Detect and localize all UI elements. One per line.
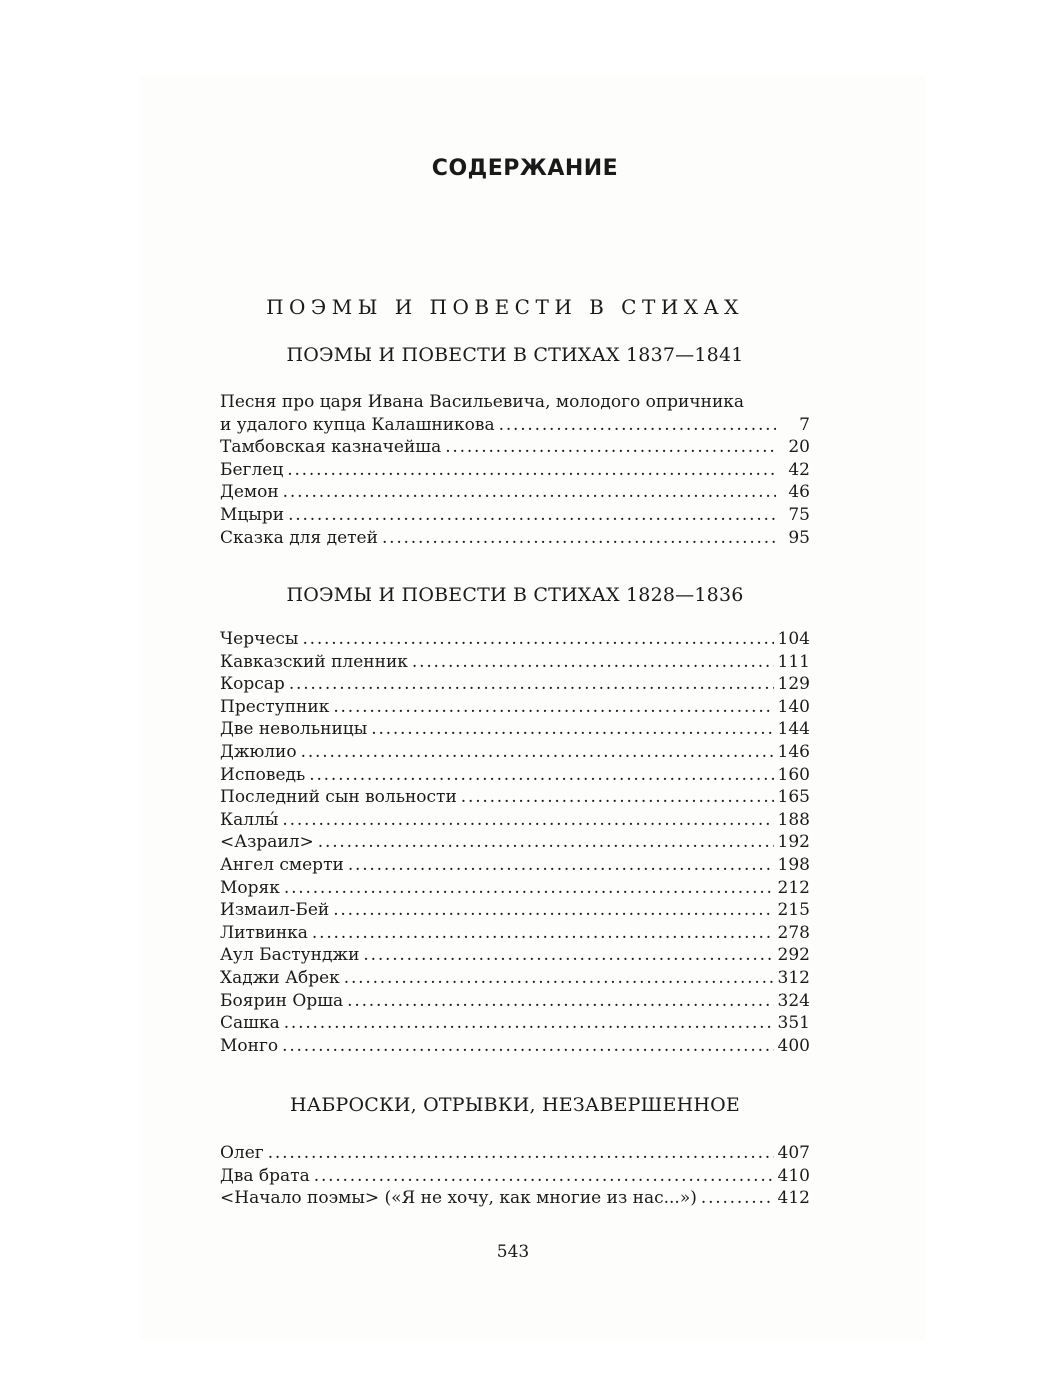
dot-leader: [287, 459, 776, 482]
toc-entry[interactable]: [220, 1165, 810, 1188]
toc-entry-title: Беглец: [220, 459, 284, 480]
dot-leader: [445, 436, 776, 459]
toc-entry[interactable]: [220, 459, 810, 482]
dot-leader: [283, 481, 776, 504]
section-heading-1828-1836: ПОЭМЫ И ПОВЕСТИ В СТИХАХ 1828—1836: [286, 584, 744, 606]
toc-entry-title: Кавказский пленник: [220, 651, 408, 672]
toc-entry-page: 192: [777, 832, 810, 853]
toc-entry[interactable]: [220, 967, 810, 990]
toc-entry[interactable]: [220, 741, 810, 764]
toc-entry-title: <Азраил>: [220, 832, 314, 853]
toc-entry-title: Корсар: [220, 674, 285, 695]
toc-entry-title: Каллы́: [220, 809, 279, 830]
toc-entry-page: 42: [788, 459, 810, 480]
dot-leader: [701, 1187, 774, 1210]
toc-entry[interactable]: [220, 696, 810, 719]
toc-entry-title: Олег: [220, 1143, 264, 1163]
toc-entry[interactable]: [220, 651, 810, 674]
toc-entry-page: 95: [788, 527, 810, 548]
toc-entry-page: 407: [777, 1143, 810, 1163]
toc-entry[interactable]: [220, 718, 810, 741]
toc-entry-title: Джюлио: [220, 741, 297, 762]
section-heading-drafts: НАБРОСКИ, ОТРЫВКИ, НЕЗАВЕРШЕННОЕ: [289, 1094, 741, 1116]
toc-entry-title: Демон: [220, 482, 279, 503]
toc-entry-page: 160: [777, 764, 810, 785]
toc-entry-page: 400: [777, 1035, 810, 1056]
dot-leader: [344, 967, 774, 990]
toc-entry-title: Моряк: [220, 877, 280, 898]
toc-entry-title: Тамбовская казначейша: [220, 437, 442, 458]
dot-leader: [347, 990, 773, 1013]
toc-entry-page: 198: [777, 854, 810, 875]
dot-leader: [284, 877, 774, 900]
toc-entry[interactable]: [220, 764, 810, 787]
toc-entry-page: 144: [777, 719, 810, 740]
dot-leader: [333, 696, 773, 719]
toc-entry-title: Исповедь: [220, 764, 306, 785]
toc-entry[interactable]: [220, 809, 810, 832]
toc-entry[interactable]: [220, 1187, 810, 1210]
toc-list-drafts: [220, 1142, 810, 1210]
dot-leader: [371, 718, 773, 741]
toc-entry[interactable]: [220, 504, 810, 527]
toc-entry-title: Сказка для детей: [220, 527, 378, 548]
toc-entry[interactable]: [220, 436, 810, 459]
toc-entry-title: Ангел смерти: [220, 854, 344, 875]
dot-leader: [288, 504, 776, 527]
toc-entry-title: Измаил-Бей: [220, 900, 330, 921]
toc-entry-title: Боярин Орша: [220, 990, 344, 1011]
toc-entry-page: 351: [777, 1013, 810, 1034]
dot-leader: [348, 854, 774, 877]
toc-entry[interactable]: [220, 527, 810, 550]
dot-leader: [301, 741, 774, 764]
dot-leader: [302, 628, 773, 651]
toc-list-1828-1836: [220, 628, 810, 1057]
toc-entry[interactable]: [220, 831, 810, 854]
toc-entry[interactable]: [220, 922, 810, 945]
dot-leader: [312, 922, 774, 945]
dot-leader: [289, 673, 774, 696]
part-heading: ПОЭМЫ И ПОВЕСТИ В СТИХАХ: [266, 295, 744, 319]
toc-entry-title: Мцыри: [220, 504, 285, 525]
toc-entry[interactable]: [220, 899, 810, 922]
toc-entry-page: 215: [777, 900, 810, 921]
toc-entry[interactable]: [220, 1035, 810, 1058]
toc-entry-page: 111: [777, 651, 810, 672]
toc-entry-page: 146: [777, 741, 810, 762]
toc-entry[interactable]: [220, 990, 810, 1013]
dot-leader: [284, 1012, 774, 1035]
toc-entry[interactable]: [220, 628, 810, 651]
toc-entry-page: 278: [777, 922, 810, 943]
toc-entry-title: Сашка: [220, 1013, 280, 1034]
dot-leader: [309, 764, 773, 787]
dot-leader: [461, 786, 774, 809]
toc-entry-page: 292: [777, 945, 810, 966]
page-title: СОДЕРЖАНИЕ: [431, 156, 619, 181]
dot-leader: [282, 1035, 773, 1058]
toc-entry-page: 129: [777, 674, 810, 695]
toc-entry-title: Черчесы: [220, 629, 299, 649]
toc-entry[interactable]: [220, 481, 810, 504]
toc-list-1837-1841: [220, 391, 810, 549]
toc-entry[interactable]: [220, 414, 810, 437]
toc-entry-title: Литвинка: [220, 922, 308, 943]
toc-entry-title: Последний сын вольности: [220, 787, 457, 808]
toc-entry-page: 46: [788, 482, 810, 503]
toc-entry-page: 312: [777, 967, 810, 988]
toc-entry-title: Две невольницы: [220, 719, 368, 740]
toc-entry-page: 410: [777, 1165, 810, 1186]
toc-entry[interactable]: [220, 854, 810, 877]
section-heading-1837-1841: ПОЭМЫ И ПОВЕСТИ В СТИХАХ 1837—1841: [286, 344, 744, 366]
toc-entry[interactable]: [220, 877, 810, 900]
toc-entry-title: <Начало поэмы> («Я не хочу, как многие из нас...»): [220, 1188, 697, 1209]
dot-leader: [382, 527, 776, 550]
toc-entry-page: 324: [777, 990, 810, 1011]
toc-entry-title: Песня про царя Ивана Васильевича, молодого опричника: [220, 392, 745, 412]
toc-entry-page: 212: [777, 877, 810, 898]
dot-leader: [282, 809, 773, 832]
dot-leader: [499, 414, 776, 437]
dot-leader: [314, 1165, 774, 1188]
toc-entry-page: 75: [788, 504, 810, 525]
toc-entry-title: Монго: [220, 1035, 279, 1056]
dot-leader: [363, 944, 773, 967]
toc-entry-title-line: [220, 391, 810, 414]
toc-entry-title: Преступник: [220, 696, 330, 717]
dot-leader: [412, 651, 774, 674]
toc-entry[interactable]: [220, 673, 810, 696]
dot-leader: [333, 899, 773, 922]
toc-entry[interactable]: [220, 1012, 810, 1035]
toc-entry[interactable]: [220, 786, 810, 809]
toc-entry[interactable]: [220, 1142, 810, 1165]
toc-entry[interactable]: [220, 944, 810, 967]
toc-entry-page: 140: [777, 696, 810, 717]
toc-entry-page: 7: [799, 414, 810, 435]
toc-entry-title: Аул Бастунджи: [220, 945, 360, 966]
toc-entry-page: 188: [777, 809, 810, 830]
toc-entry-page: 412: [777, 1188, 810, 1209]
toc-entry-title: Хаджи Абрек: [220, 967, 340, 988]
toc-entry-page: 20: [788, 437, 810, 458]
toc-entry-page: 104: [777, 629, 810, 649]
toc-entry-page: 165: [777, 787, 810, 808]
dot-leader: [318, 831, 774, 854]
page-number: 543: [496, 1242, 530, 1262]
toc-entry-title: и удалого купца Калашникова: [220, 414, 495, 435]
dot-leader: [268, 1142, 774, 1165]
toc-entry-title: Два брата: [220, 1165, 310, 1186]
